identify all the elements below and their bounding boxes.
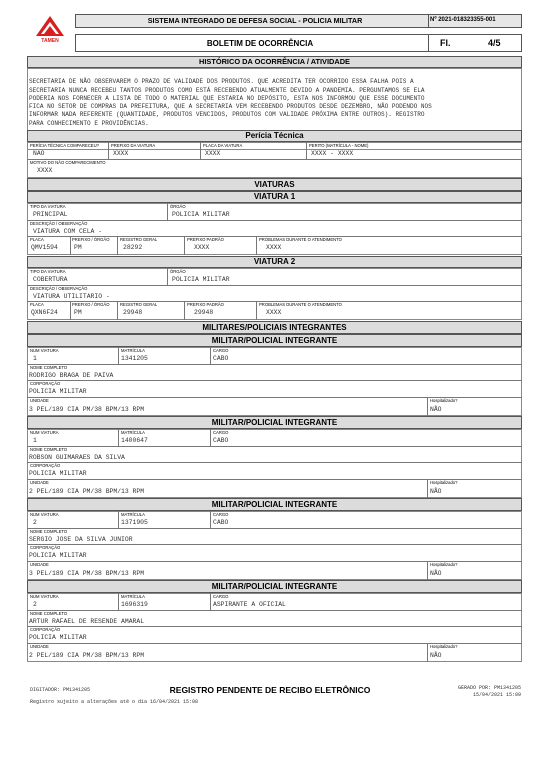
militar-title: MILITAR/POLICIAL INTEGRANTE: [211, 500, 338, 509]
rule: [118, 347, 119, 364]
rule: [27, 528, 522, 529]
militar-cargo: CABO: [213, 519, 229, 526]
militar-nome: SERGIO JOSE DA SILVA JUNIOR: [29, 536, 133, 543]
page-number: 4/5: [488, 38, 501, 48]
rule: [210, 593, 211, 610]
field-label: TIPO DA VIATURA: [30, 204, 66, 209]
rule: [27, 544, 522, 545]
rule: [210, 347, 211, 364]
militar-unidade: 3 PEL/189 CIA PM/38 BPM/13 RPM: [29, 406, 145, 413]
field-label: NOME COMPLETO: [30, 447, 68, 452]
pericia-label: PREFIXO DA VIATURA: [111, 143, 156, 148]
militar-corporacao: POLICIA MILITAR: [29, 634, 87, 641]
militar-cargo: CABO: [213, 437, 229, 444]
militar-matricula: 1400647: [121, 437, 148, 444]
field-label: CORPORAÇÃO: [30, 381, 61, 386]
rule: [27, 610, 522, 611]
field-label: MATRÍCULA: [121, 348, 145, 353]
field-label: CORPORAÇÃO: [30, 545, 61, 550]
historico-text: [29, 70, 521, 128]
footer-gerado: GERADO POR: PM1341205: [457, 685, 521, 691]
field-label: PREFIXO / ÓRGÃO: [72, 237, 110, 242]
rule: [27, 220, 522, 221]
field-label: ÓRGÃO: [170, 204, 186, 209]
militar-nome: ROBSON GUIMARAES DA SILVA: [29, 454, 125, 461]
historico-line: SECRETARIA DE NÃO OBSERVAREM O PRAZO DE VALIDADE DOS PRODUTOS. QUE ACREDITA TER OCORRIDO ESSA FALHA POIS A: [29, 78, 414, 86]
field-label: NOME COMPLETO: [30, 529, 68, 534]
field-label: DESCRIÇÃO / OBSERVAÇÃO: [30, 221, 88, 226]
rule: [118, 429, 119, 446]
historico-line: PODERIA NOS FORNECER A LISTA DE TODO O MATERIAL QUE ESTARIA NO DEPÓSITO, ESTA NOS INFORMOU QUE ESSE DOCUMENTO: [29, 94, 425, 102]
field-label: PREFIXO / ÓRGÃO: [72, 302, 110, 307]
field-label: NUM VIATURA: [30, 512, 59, 517]
historico-title: HISTÓRICO DA OCORRÊNCIA / ATIVIDADE: [199, 57, 350, 66]
rule: [184, 301, 185, 320]
rule: [427, 397, 428, 416]
rule: [167, 203, 168, 220]
footer-nota: Registro sujeito a alterações até o dia 16/04/2021 15:08: [30, 699, 199, 705]
document-number: Nº 2021-018323355-001: [430, 17, 496, 23]
rule: [27, 380, 522, 381]
field-label: NOME COMPLETO: [30, 365, 68, 370]
rule: [427, 643, 428, 662]
field-label: REGISTRO GERAL: [120, 302, 158, 307]
field-label: PLACA: [30, 302, 44, 307]
viatura-title: VIATURA 2: [253, 257, 296, 266]
militares-title: MILITARES/POLICIAIS INTEGRANTES: [202, 323, 347, 332]
rule: [27, 364, 522, 365]
rule: [27, 285, 522, 286]
footer-registro: REGISTRO PENDENTE DE RECIBO ELETRÔNICO: [169, 685, 371, 695]
field-label: Hospitalizado?: [430, 644, 458, 649]
militar-num-viatura: 2: [33, 519, 37, 526]
field-label: UNIDADE: [30, 644, 49, 649]
rule: [427, 479, 428, 498]
field-label: UNIDADE: [30, 562, 49, 567]
field-label: PREFIXO PADRÃO: [187, 302, 224, 307]
viatura-tipo: COBERTURA: [33, 276, 68, 283]
doc-title: BOLETIM DE OCORRÊNCIA: [206, 39, 314, 48]
militar-matricula: 1341205: [121, 355, 148, 362]
rule: [27, 446, 522, 447]
pericia-motivo: XXXX: [37, 167, 53, 174]
viatura-orgao: POLICIA MILITAR: [172, 211, 230, 218]
field-label: Hospitalizado?: [430, 480, 458, 485]
viatura-registro: 29948: [123, 309, 143, 316]
militar-unidade: 2 PEL/189 CIA PM/38 BPM/13 RPM: [29, 652, 145, 659]
rule: [70, 301, 71, 320]
field-label: TIPO DA VIATURA: [30, 269, 66, 274]
field-label: CARGO: [213, 348, 229, 353]
rule: [256, 301, 257, 320]
field-label: UNIDADE: [30, 398, 49, 403]
field-label: PROBLEMAS DURANTE O ATENDIMENTO: [259, 302, 342, 307]
logo-text: TAMEN: [41, 38, 59, 44]
militar-hospitalizado: NÃO: [430, 406, 442, 413]
militar-corporacao: POLICIA MILITAR: [29, 470, 87, 477]
field-label: CARGO: [213, 430, 229, 435]
rule: [256, 236, 257, 255]
field-label: PROBLEMAS DURANTE O ATENDIMENTO: [259, 237, 342, 242]
field-label: NOME COMPLETO: [30, 611, 68, 616]
field-label: NUM VIATURA: [30, 348, 59, 353]
rule: [118, 593, 119, 610]
viatura-tipo: PRINCIPAL: [33, 211, 68, 218]
viatura-orgao: POLICIA MILITAR: [172, 276, 230, 283]
field-label: PREFIXO PADRÃO: [187, 237, 224, 242]
viatura-registro: 28292: [123, 244, 143, 251]
viatura-prefixo-padrao: XXXX: [194, 244, 210, 251]
pericia-perito: XXXX - XXXX: [311, 150, 354, 157]
viatura-descricao: VIATURA COM CELA -: [33, 228, 103, 235]
militar-nome: RODRIGO BRAGA DE PAIVA: [29, 372, 114, 379]
field-label: PLACA: [30, 237, 44, 242]
militar-nome: ARTUR RAFAEL DE RESENDE AMARAL: [29, 618, 145, 625]
rule: [70, 236, 71, 255]
viatura-title: VIATURA 1: [253, 192, 296, 201]
footer-gerado-data: 15/04/2021 15:09: [472, 692, 521, 698]
militar-matricula: 1371905: [121, 519, 148, 526]
militar-corporacao: POLICIA MILITAR: [29, 552, 87, 559]
pericia-label: MOTIVO DO NÃO COMPARECIMENTO: [30, 160, 106, 165]
militar-unidade: 3 PEL/189 CIA PM/38 BPM/13 RPM: [29, 570, 145, 577]
pericia-label: PLACA DA VIATURA: [203, 143, 243, 148]
field-label: ÓRGÃO: [170, 269, 186, 274]
field-label: CORPORAÇÃO: [30, 627, 61, 632]
militar-hospitalizado: NÃO: [430, 488, 442, 495]
viatura-placa: QMV1594: [31, 244, 58, 251]
pericia-compareceu: NAO: [33, 150, 45, 157]
viatura-problemas: XXXX: [266, 309, 282, 316]
field-label: CORPORAÇÃO: [30, 463, 61, 468]
field-label: MATRÍCULA: [121, 430, 145, 435]
viaturas-title: VIATURAS: [254, 180, 295, 189]
system-title: SISTEMA INTEGRADO DE DEFESA SOCIAL - POLICIA MILITAR: [147, 16, 363, 25]
field-label: Hospitalizado?: [430, 562, 458, 567]
pericia-placa: XXXX: [205, 150, 221, 157]
viatura-problemas: XXXX: [266, 244, 282, 251]
field-label: CARGO: [213, 512, 229, 517]
militar-title: MILITAR/POLICIAL INTEGRANTE: [211, 418, 338, 427]
rule: [427, 561, 428, 580]
rule: [184, 236, 185, 255]
rule: [167, 268, 168, 285]
logo: [32, 14, 68, 48]
militar-num-viatura: 1: [33, 355, 37, 362]
rule: [27, 462, 522, 463]
militar-hospitalizado: NÃO: [430, 652, 442, 659]
rule: [210, 429, 211, 446]
militar-num-viatura: 1: [33, 437, 37, 444]
historico-line: FICA NO SETOR DE COMPRAS DA PREFEITURA, QUE A SECRETARIA VEM RECEBENDO PRODUTOS DESDE DEZEMBRO, NÃO PODENDO NOS: [29, 103, 432, 111]
militar-title: MILITAR/POLICIAL INTEGRANTE: [211, 336, 338, 345]
historico-line: INFORMAR NADA REFERENTE (QUANTIDADE, PRODUTOS VENCIDOS, PRODUTOS COM VALIDADE PRÓXIMA ENTRE OUTROS). REGISTRO: [29, 111, 425, 119]
viatura-prefixo-padrao: 29948: [194, 309, 214, 316]
viatura-placa: QXN6F24: [31, 309, 58, 316]
militar-unidade: 2 PEL/189 CIA PM/38 BPM/13 RPM: [29, 488, 145, 495]
pericia-title: Perícia Técnica: [245, 131, 304, 140]
rule: [117, 236, 118, 255]
militar-matricula: 1696319: [121, 601, 148, 608]
militar-cargo: ASPIRANTE A OFICIAL: [213, 601, 286, 608]
rule: [118, 511, 119, 528]
viatura-descricao: VIATURA UTILITARIO -: [33, 293, 110, 300]
pericia-label: PERÍCIA TÉCNICA COMPARECEU?: [30, 143, 99, 148]
page-label: Fl.: [440, 38, 451, 48]
historico-line: SECRETARIA NUNCA RECEBEU TANTOS PRODUTOS COMO ESTÁ RECEBENDO ATUALMENTE DEVIDO A PANDEMIA. PERGUNTAMOS SE ELA: [29, 86, 425, 94]
field-label: Hospitalizado?: [430, 398, 458, 403]
historico-line: PARA CONHECIMENTO E PROVIDÊNCIAS.: [29, 119, 149, 127]
field-label: MATRÍCULA: [121, 594, 145, 599]
pericia-prefixo: XXXX: [113, 150, 129, 157]
militar-cargo: CABO: [213, 355, 229, 362]
field-label: DESCRIÇÃO / OBSERVAÇÃO: [30, 286, 88, 291]
rule: [210, 511, 211, 528]
pericia-label: PERITO (MATRÍCULA - NOME): [309, 143, 369, 148]
field-label: NUM VIATURA: [30, 594, 59, 599]
militar-corporacao: POLICIA MILITAR: [29, 388, 87, 395]
footer-digitador: DIGITADOR: PM1341205: [30, 687, 91, 693]
field-label: NUM VIATURA: [30, 430, 59, 435]
militar-num-viatura: 2: [33, 601, 37, 608]
viatura-prefixo: PM: [74, 309, 82, 316]
field-label: UNIDADE: [30, 480, 49, 485]
field-label: MATRÍCULA: [121, 512, 145, 517]
militar-title: MILITAR/POLICIAL INTEGRANTE: [211, 582, 338, 591]
militar-hospitalizado: NÃO: [430, 570, 442, 577]
field-label: REGISTRO GERAL: [120, 237, 158, 242]
viatura-prefixo: PM: [74, 244, 82, 251]
rule: [27, 626, 522, 627]
field-label: CARGO: [213, 594, 229, 599]
rule: [117, 301, 118, 320]
